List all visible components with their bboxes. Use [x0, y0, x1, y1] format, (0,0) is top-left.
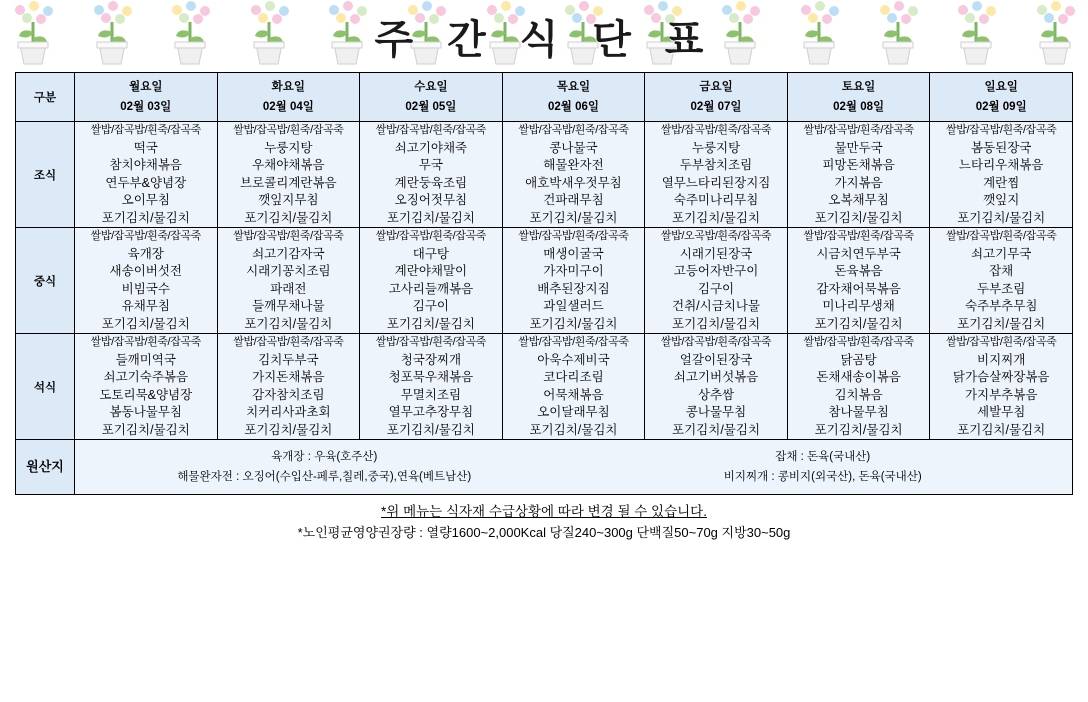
dish-item: 건취/시금치나물: [672, 299, 761, 313]
dish-item: 건파래무침: [543, 193, 604, 207]
menu-cell-lunch-thu: [502, 228, 645, 334]
column-header-day-3: [502, 73, 645, 122]
kimchi-line: 포기김치/물김치: [529, 422, 618, 437]
dish-item: 얼갈이된장국: [679, 352, 753, 367]
dish-item: 해물완자전: [543, 158, 604, 172]
dish-item: 봄동된장국: [970, 140, 1032, 155]
column-header-day-0: [75, 73, 218, 122]
table-row-breakfast: [16, 122, 1073, 228]
column-header-day-2: [360, 73, 503, 122]
dish-item: 코다리조림: [543, 370, 604, 384]
kimchi-line: 포기김치/물김치: [386, 210, 475, 225]
rice-line: 쌀밥/잡곡밥/흰죽/잡곡죽: [233, 336, 344, 348]
rice-line: 쌀밥/오곡밥/흰죽/잡곡죽: [660, 230, 772, 242]
dish-item: 가지부추볶음: [964, 387, 1038, 402]
dish-item: 김치볶음: [834, 387, 883, 402]
dish-item: 도토리묵&양념장: [99, 387, 193, 402]
kimchi-line: 포기김치/물김치: [529, 210, 618, 225]
kimchi-line: 포기김치/물김치: [957, 316, 1046, 331]
rice-line: 쌀밥/잡곡밥/흰죽/잡곡죽: [90, 336, 201, 348]
dish-item: 김치두부국: [258, 352, 319, 367]
dish-item: 참나물무침: [828, 405, 889, 419]
table-row-lunch: [16, 228, 1073, 334]
day-date: 02월 06일: [547, 101, 599, 113]
rice-line: 쌀밥/잡곡밥/흰죽/잡곡죽: [233, 124, 344, 136]
rice-line: 쌀밥/잡곡밥/흰죽/잡곡죽: [660, 124, 772, 136]
meal-label-lunch: 중식: [16, 228, 75, 334]
flower-pot-icon: [947, 0, 1005, 66]
dish-item: 들깨무채나물: [252, 299, 325, 313]
dish-item: 무멸치조림: [400, 387, 462, 402]
rice-line: 쌀밥/잡곡밥/흰죽/잡곡죽: [233, 230, 344, 242]
dish-item: 매생이굴국: [543, 246, 604, 261]
origin-label: 원산지: [16, 440, 75, 495]
menu-cell-lunch-tue: [217, 228, 360, 334]
dish-item: 대구탕: [412, 246, 450, 261]
dish-item: 비지찌개: [977, 352, 1026, 367]
dish-item: 쇠고기야채죽: [394, 140, 468, 155]
day-date: 02월 03일: [120, 101, 172, 113]
dish-item: 청국장찌개: [400, 352, 462, 367]
menu-cell-dinner-sat: [787, 334, 930, 440]
dish-item: 무국: [418, 158, 443, 172]
origin-line: 해물완자전 : 오징어(수입산-페루,칠레,중국),연육(베트남산): [177, 471, 472, 483]
flower-pot-icon: [711, 0, 769, 66]
dish-item: 봄동나물무침: [109, 405, 182, 419]
dish-item: 쇠고기무국: [970, 246, 1032, 261]
day-name: 화요일: [271, 81, 305, 93]
rice-line: 쌀밥/잡곡밥/흰죽/잡곡죽: [946, 336, 1057, 348]
dish-item: 누룽지탕: [691, 140, 741, 155]
dish-item: 치커리사과초회: [246, 405, 331, 419]
dish-item: 계란야채말이: [394, 264, 468, 278]
column-header-day-1: [217, 73, 360, 122]
origin-line: 잡채 : 돈육(국내산): [775, 451, 871, 463]
rice-line: 쌀밥/잡곡밥/흰죽/잡곡죽: [803, 124, 914, 136]
dish-item: 시래기꽁치조림: [246, 264, 331, 278]
weekly-menu-table: [15, 72, 1073, 495]
dish-item: 브로콜리계란볶음: [240, 175, 337, 190]
day-name: 수요일: [414, 81, 448, 93]
origin-line: 육개장 : 우육(호주산): [271, 451, 378, 463]
dish-item: 돈육볶음: [834, 264, 883, 278]
day-date: 02월 04일: [262, 101, 314, 113]
origin-content: [75, 440, 1073, 495]
dish-item: 가지볶음: [834, 175, 883, 190]
table-header-row: [16, 73, 1073, 122]
dish-item: 콩나물국: [549, 140, 598, 155]
dish-item: 숙주부추무침: [964, 299, 1038, 313]
dish-item: 청포묵우채볶음: [388, 370, 474, 384]
dish-item: 떡국: [133, 140, 158, 155]
origin-column-left: [75, 447, 574, 487]
dish-item: 열무고추장무침: [388, 405, 474, 419]
dish-item: 김구이: [412, 299, 450, 313]
day-name: 목요일: [556, 81, 591, 93]
menu-cell-lunch-sun: [930, 228, 1073, 334]
dish-item: 연두부&양념장: [105, 175, 187, 190]
day-name: 일요일: [984, 81, 1018, 93]
rice-line: 쌀밥/잡곡밥/흰죽/잡곡죽: [90, 124, 201, 136]
menu-cell-dinner-fri: [645, 334, 788, 440]
menu-cell-breakfast-mon: [75, 122, 218, 228]
day-name: 금요일: [699, 81, 733, 93]
kimchi-line: 포기김치/물김치: [244, 316, 333, 331]
origin-column-right: [574, 447, 1073, 487]
kimchi-line: 포기김치/물김치: [957, 210, 1046, 225]
rice-line: 쌀밥/잡곡밥/흰죽/잡곡죽: [660, 336, 772, 348]
dish-item: 감자참치조림: [252, 387, 325, 402]
dish-item: 시래기된장국: [679, 246, 753, 261]
dish-item: 콩나물무침: [685, 405, 747, 419]
dish-item: 돈채새송이볶음: [816, 370, 901, 384]
kimchi-line: 포기김치/물김치: [814, 422, 903, 437]
rice-line: 쌀밥/잡곡밥/흰죽/잡곡죽: [518, 336, 629, 348]
dish-item: 고사리들깨볶음: [388, 281, 474, 296]
menu-cell-lunch-wed: [360, 228, 503, 334]
column-header-day-6: [930, 73, 1073, 122]
kimchi-line: 포기김치/물김치: [529, 316, 618, 331]
kimchi-line: 포기김치/물김치: [386, 316, 475, 331]
column-header-gubun: 구분: [16, 73, 75, 122]
dish-item: 과일샐러드: [543, 299, 604, 313]
meal-label-dinner: 석식: [16, 334, 75, 440]
flower-pot-icon: [1026, 0, 1084, 66]
menu-cell-lunch-mon: [75, 228, 218, 334]
dish-item: 어묵채볶음: [543, 387, 604, 402]
page-header: [0, 0, 1088, 72]
footer-notes: [0, 502, 1088, 543]
kimchi-line: 포기김치/물김치: [244, 210, 333, 225]
dish-item: 피망돈채볶음: [822, 158, 895, 172]
menu-cell-lunch-sat: [787, 228, 930, 334]
kimchi-line: 포기김치/물김치: [244, 422, 333, 437]
dish-item: 잡채: [989, 264, 1014, 278]
dish-item: 오징어젓무침: [394, 193, 468, 207]
day-date: 02월 07일: [690, 101, 742, 113]
kimchi-line: 포기김치/물김치: [101, 422, 190, 437]
dish-item: 쇠고기숙주볶음: [103, 370, 189, 384]
dish-item: 두부참치조림: [679, 158, 753, 172]
day-date: 02월 09일: [975, 101, 1027, 113]
rice-line: 쌀밥/잡곡밥/흰죽/잡곡죽: [803, 336, 914, 348]
rice-line: 쌀밥/잡곡밥/흰죽/잡곡죽: [375, 230, 487, 242]
flower-pot-icon: [790, 0, 848, 66]
menu-cell-dinner-tue: [217, 334, 360, 440]
dish-item: 미나리무생채: [822, 299, 895, 313]
note-change-notice: *위 메뉴는 식자재 수급상황에 따라 변경 될 수 있습니다.: [381, 504, 707, 519]
dish-item: 물만두국: [834, 140, 883, 155]
menu-cell-lunch-fri: [645, 228, 788, 334]
dish-item: 오이달래무침: [537, 405, 610, 419]
meal-label-breakfast: 조식: [16, 122, 75, 228]
dish-item: 가지돈채볶음: [252, 370, 325, 384]
dish-item: 감자채어묵볶음: [816, 281, 901, 296]
dish-item: 육개장: [127, 246, 164, 261]
kimchi-line: 포기김치/물김치: [672, 422, 761, 437]
menu-cell-dinner-sun: [930, 334, 1073, 440]
dish-item: 애호박새우젓무침: [525, 175, 622, 190]
dish-item: 숙주미나리무침: [673, 193, 759, 207]
table-row-origin: [16, 440, 1073, 495]
dish-item: 참치야채볶음: [109, 158, 182, 172]
dish-item: 계란찜: [983, 175, 1020, 190]
dish-item: 고등어자반구이: [673, 264, 759, 278]
note-nutrition: *노인평균영양권장량 : 열량1600~2,000Kcal 당질240~300g 단백질50~70g 지방30~50g: [297, 525, 791, 540]
day-name: 토요일: [841, 81, 876, 93]
flower-pot-icon: [4, 0, 62, 66]
dish-item: 아욱수제비국: [537, 352, 610, 367]
kimchi-line: 포기김치/물김치: [672, 210, 761, 225]
dish-item: 두부조림: [977, 281, 1026, 296]
dish-item: 상추쌈: [697, 387, 735, 402]
dish-item: 파래전: [270, 281, 307, 296]
dish-item: 깻잎지: [983, 193, 1020, 207]
menu-cell-breakfast-tue: [217, 122, 360, 228]
dish-item: 김구이: [697, 281, 735, 296]
menu-cell-dinner-mon: [75, 334, 218, 440]
kimchi-line: 포기김치/물김치: [672, 316, 761, 331]
rice-line: 쌀밥/잡곡밥/흰죽/잡곡죽: [803, 230, 914, 242]
dish-item: 깻잎지무침: [258, 193, 319, 207]
column-header-day-5: [787, 73, 930, 122]
dish-item: 쇠고기버섯볶음: [673, 370, 759, 384]
dish-item: 비빔국수: [121, 281, 170, 296]
origin-line: 비지찌개 : 콩비지(외국산), 돈육(국내산): [723, 471, 922, 483]
column-header-day-4: [645, 73, 788, 122]
flower-pot-icon: [83, 0, 141, 66]
kimchi-line: 포기김치/물김치: [814, 316, 903, 331]
table-row-dinner: [16, 334, 1073, 440]
flower-pot-icon: [161, 0, 219, 66]
dish-item: 가자미구이: [543, 264, 604, 278]
dish-item: 배추된장지짐: [537, 281, 610, 296]
rice-line: 쌀밥/잡곡밥/흰죽/잡곡죽: [946, 230, 1057, 242]
dish-item: 오복채무침: [828, 193, 889, 207]
rice-line: 쌀밥/잡곡밥/흰죽/잡곡죽: [518, 230, 629, 242]
menu-cell-dinner-wed: [360, 334, 503, 440]
dish-item: 누룽지탕: [264, 140, 313, 155]
dish-item: 열무느타리된장지짐: [661, 175, 771, 190]
rice-line: 쌀밥/잡곡밥/흰죽/잡곡죽: [90, 230, 201, 242]
dish-item: 닭가슴살짜장볶음: [952, 370, 1050, 384]
menu-cell-breakfast-sat: [787, 122, 930, 228]
dish-item: 들깨미역국: [115, 352, 176, 367]
rice-line: 쌀밥/잡곡밥/흰죽/잡곡죽: [375, 336, 487, 348]
kimchi-line: 포기김치/물김치: [386, 422, 475, 437]
dish-item: 닭곰탕: [840, 352, 877, 367]
menu-cell-breakfast-wed: [360, 122, 503, 228]
kimchi-line: 포기김치/물김치: [814, 210, 903, 225]
menu-cell-breakfast-sun: [930, 122, 1073, 228]
page-title: 주 간 식 단 표: [374, 16, 714, 63]
menu-cell-breakfast-thu: [502, 122, 645, 228]
rice-line: 쌀밥/잡곡밥/흰죽/잡곡죽: [518, 124, 629, 136]
menu-cell-dinner-thu: [502, 334, 645, 440]
rice-line: 쌀밥/잡곡밥/흰죽/잡곡죽: [375, 124, 487, 136]
dish-item: 시금치연두부국: [816, 246, 901, 261]
rice-line: 쌀밥/잡곡밥/흰죽/잡곡죽: [946, 124, 1057, 136]
dish-item: 계란둥육조림: [394, 175, 468, 190]
dish-item: 우채야채볶음: [252, 158, 325, 172]
kimchi-line: 포기김치/물김치: [101, 316, 190, 331]
dish-item: 세발무침: [977, 405, 1026, 419]
flower-pot-icon: [318, 0, 376, 66]
dish-item: 쇠고기감자국: [252, 246, 325, 261]
dish-item: 새송이버섯전: [109, 264, 182, 278]
day-name: 월요일: [129, 81, 163, 93]
dish-item: 유채무침: [121, 299, 170, 313]
kimchi-line: 포기김치/물김치: [957, 422, 1046, 437]
menu-cell-breakfast-fri: [645, 122, 788, 228]
dish-item: 느타리우채볶음: [958, 158, 1044, 172]
kimchi-line: 포기김치/물김치: [101, 210, 190, 225]
flower-pot-icon: [240, 0, 298, 66]
flower-pot-icon: [869, 0, 927, 66]
dish-item: 오이무침: [121, 193, 170, 207]
day-date: 02월 05일: [405, 101, 457, 113]
day-date: 02월 08일: [833, 101, 885, 113]
